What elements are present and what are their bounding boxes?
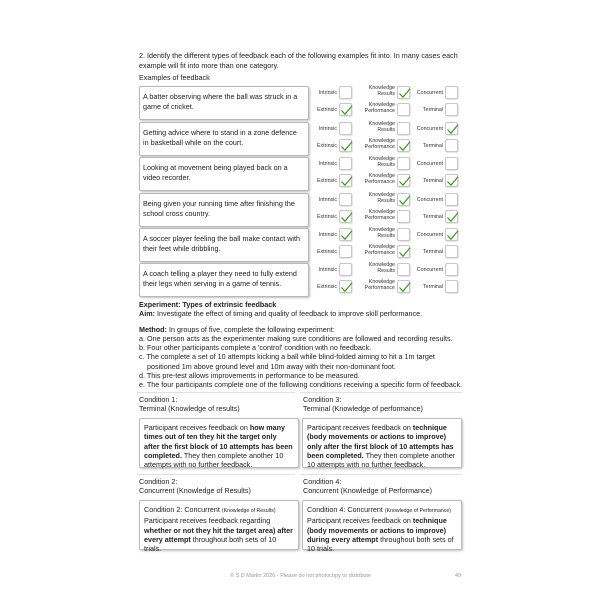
feedback-row: [139, 157, 460, 191]
condition-4-title: Condition 4:: [303, 477, 342, 486]
label-terminal: Terminal: [422, 214, 443, 220]
label-terminal: Terminal: [422, 107, 443, 113]
checkmark-icon: [340, 210, 353, 223]
label-kp: Knowledge Performance: [364, 209, 395, 221]
aim-text: Investigate the effect of timing and quality of feedback to improve skill performance.: [156, 309, 423, 319]
checkmark-icon: [446, 210, 459, 223]
condition-4-head-small: (Knowledge of Performance): [384, 508, 451, 514]
example-box: [139, 157, 309, 191]
condition-1-heading: [139, 395, 299, 414]
feedback-row: [139, 193, 460, 227]
label-kp: Knowledge Performance: [364, 138, 395, 150]
label-intrinsic: Intrinsic: [318, 126, 337, 132]
checkbox-concurrent[interactable]: [445, 263, 458, 276]
checkbox-intrinsic[interactable]: [339, 193, 352, 206]
label-extrinsic: Extrinsic: [316, 143, 337, 149]
feedback-row: [139, 122, 460, 156]
checkmark-icon: [340, 228, 353, 241]
label-kr: Knowledge Results: [368, 85, 395, 97]
condition-3-text-end: They then complete another 10 attempts with no further feedback.: [307, 450, 456, 470]
label-concurrent: Concurrent: [416, 90, 443, 96]
label-kp: Knowledge Performance: [364, 279, 395, 291]
checkbox-concurrent[interactable]: [445, 228, 458, 241]
label-kr: Knowledge Results: [368, 156, 395, 168]
label-kr: Knowledge Results: [368, 192, 395, 204]
example-text: Being given your running time after finishing the school cross country.: [143, 199, 295, 218]
aim-label: Aim:: [139, 309, 155, 319]
condition-2-head-small: (Knowledge of Results): [221, 508, 276, 514]
label-concurrent: Concurrent: [416, 267, 443, 273]
checkbox-terminal[interactable]: [445, 245, 458, 258]
label-concurrent: Concurrent: [416, 126, 443, 132]
checkbox-intrinsic[interactable]: [339, 122, 352, 135]
label-intrinsic: Intrinsic: [318, 197, 337, 203]
checkbox-extrinsic[interactable]: [339, 139, 352, 152]
condition-4-text: Participant receives feedback on: [307, 516, 413, 526]
label-extrinsic: Extrinsic: [316, 284, 337, 290]
example-text: Looking at movement being played back on a video recorder.: [143, 163, 288, 182]
footer-copyright: © S D Martin 2026 - Please do not photocopy or distribute: [230, 573, 372, 579]
checkmark-icon: [340, 103, 353, 116]
condition-4-box: [302, 500, 462, 554]
checkmark-icon: [340, 139, 353, 152]
examples-heading: Examples of feedback: [139, 73, 210, 82]
condition-2-head: Condition 2: Concurrent: [144, 505, 222, 514]
label-extrinsic: Extrinsic: [316, 249, 337, 255]
checkbox-terminal[interactable]: [445, 280, 458, 293]
condition-3-text: Participant receives feedback on: [307, 423, 413, 432]
condition-2-text: Participant receives feedback regarding: [144, 516, 271, 526]
checkmark-icon: [446, 228, 459, 241]
condition-3-title: Condition 3:: [303, 395, 342, 404]
checkbox-intrinsic[interactable]: [339, 86, 352, 99]
method-text: In groups of five, complete the following experiment:: [168, 324, 335, 334]
condition-1-text-end: They then complete another 10 attempts with no further feedback.: [144, 450, 284, 470]
label-terminal: Terminal: [422, 143, 443, 149]
condition-4-subtitle: Concurrent (Knowledge of Performance): [303, 486, 433, 496]
condition-3-bold: technique (body movements or actions to improve) only after the first block of 10 attempts has been completed.: [307, 423, 454, 460]
experiment-method: [139, 325, 469, 334]
feedback-row: [139, 86, 460, 120]
example-text: A coach telling a player they need to fully extend their legs when serving in a game of tennis.: [143, 269, 297, 288]
label-intrinsic: Intrinsic: [318, 90, 337, 96]
example-text: A soccer player feeling the ball make contact with their feet while dribbling.: [143, 234, 301, 253]
label-terminal: Terminal: [422, 178, 443, 184]
condition-2-box: [139, 500, 299, 554]
condition-3-subtitle: Terminal (Knowledge of performance): [303, 404, 423, 414]
method-step: a. One person acts as the experimenter making sure conditions are followed and recording results.: [139, 333, 453, 343]
checkbox-extrinsic[interactable]: [339, 103, 352, 116]
label-kp: Knowledge Performance: [364, 173, 395, 185]
feedback-row: [139, 228, 460, 262]
condition-1-title: Condition 1:: [139, 395, 178, 404]
condition-1-subtitle: Terminal (Knowledge of results): [139, 404, 240, 414]
label-kr: Knowledge Results: [368, 262, 395, 274]
label-kp: Knowledge Performance: [364, 244, 395, 256]
example-box: [139, 193, 309, 227]
condition-3-box: [302, 418, 462, 468]
page-number: 49: [455, 573, 462, 579]
checkmark-icon: [340, 174, 353, 187]
label-kp: Knowledge Performance: [364, 102, 395, 114]
method-step: c. The complete a set of 10 attempts kicking a ball while blind-folded aiming to hit a 1m target: [139, 352, 435, 362]
checkbox-terminal[interactable]: [445, 174, 458, 187]
condition-4-head: Condition 4: Concurrent: [307, 505, 385, 514]
experiment-title: Experiment: Types of extrinsic feedback: [139, 300, 277, 309]
condition-4-text-end: throughout both sets of 10 trials.: [307, 534, 454, 554]
checkbox-intrinsic[interactable]: [339, 263, 352, 276]
checkmark-icon: [446, 174, 459, 187]
label-kr: Knowledge Results: [368, 227, 395, 239]
checkbox-terminal[interactable]: [445, 210, 458, 223]
checkbox-extrinsic[interactable]: [339, 280, 352, 293]
method-step: positioned 1m above ground level and 10m away with their non-dominant foot.: [147, 361, 396, 371]
example-box: [139, 122, 309, 156]
label-terminal: Terminal: [422, 284, 443, 290]
checkmark-icon: [446, 122, 459, 135]
example-box: [139, 228, 309, 262]
label-extrinsic: Extrinsic: [316, 214, 337, 220]
label-intrinsic: Intrinsic: [318, 232, 337, 238]
checkbox-concurrent[interactable]: [445, 86, 458, 99]
example-text: Getting advice where to stand in a zone defence in basketball while on the court.: [143, 128, 297, 147]
checkbox-terminal[interactable]: [445, 139, 458, 152]
checkbox-extrinsic[interactable]: [339, 174, 352, 187]
condition-4-heading: [303, 477, 463, 496]
condition-1-bold: how many times out of ten they hit the target only after the first block of 10 attempts has been completed.: [144, 423, 293, 460]
condition-2-text-end: throughout both sets of 10 trials.: [144, 534, 277, 554]
feedback-row: [139, 263, 460, 297]
checkbox-extrinsic[interactable]: [339, 210, 352, 223]
label-concurrent: Concurrent: [416, 161, 443, 167]
label-intrinsic: Intrinsic: [318, 267, 337, 273]
example-text: A batter observing where the ball was struck in a game of cricket.: [143, 92, 298, 111]
experiment-aim: [139, 309, 469, 318]
method-label: Method:: [139, 324, 167, 334]
checkbox-intrinsic[interactable]: [339, 228, 352, 241]
method-step: d. This pre-test allows improvements in performance to be measured.: [139, 371, 360, 381]
checkbox-concurrent[interactable]: [445, 193, 458, 206]
method-step: b. Four other participants complete a 'control' condition with no feedback.: [139, 343, 372, 353]
label-intrinsic: Intrinsic: [318, 161, 337, 167]
checkbox-extrinsic[interactable]: [339, 245, 352, 258]
checkbox-intrinsic[interactable]: [339, 157, 352, 170]
checkmark-icon: [340, 280, 353, 293]
condition-2-title: Condition 2:: [139, 477, 178, 486]
label-concurrent: Concurrent: [416, 232, 443, 238]
example-box: [139, 263, 309, 297]
condition-2-heading: [139, 477, 299, 496]
checkbox-concurrent[interactable]: [445, 157, 458, 170]
checkbox-terminal[interactable]: [445, 103, 458, 116]
example-box: [139, 86, 309, 120]
condition-4-bold: technique (body movements or actions to improve) during every attempt: [307, 516, 447, 544]
label-extrinsic: Extrinsic: [316, 107, 337, 113]
checkbox-concurrent[interactable]: [445, 122, 458, 135]
question-text: 2. Identify the different types of feedback each of the following examples fit into. In many cases each example will fit into more than one category.: [139, 51, 458, 70]
condition-1-box: [139, 418, 299, 468]
method-step: e. The four participants complete one of the following conditions receiving a specific form of feedback.: [139, 380, 463, 390]
condition-3-heading: [303, 395, 463, 414]
label-kr: Knowledge Results: [368, 121, 395, 133]
label-terminal: Terminal: [422, 249, 443, 255]
condition-1-text: Participant receives feedback on: [144, 423, 250, 432]
condition-2-subtitle: Concurrent (Knowledge of Results): [139, 486, 251, 496]
condition-2-bold: whether or not they hit the target area) after every attempt: [144, 525, 293, 544]
label-concurrent: Concurrent: [416, 197, 443, 203]
experiment-section: [139, 300, 469, 390]
label-extrinsic: Extrinsic: [316, 178, 337, 184]
